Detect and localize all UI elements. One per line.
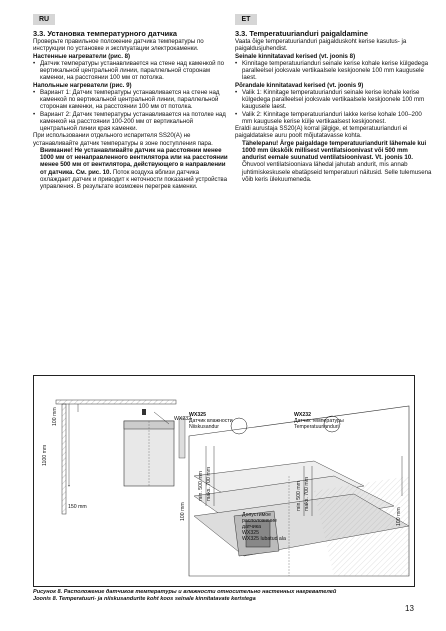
wx232-top-label: WX232	[174, 416, 192, 422]
temperature-sensor-icon	[142, 409, 146, 415]
et-floor-title: Põrandale kinnitatavad kerised (vt. joonis 9)	[235, 81, 364, 89]
max700-a: maks. 700 mm	[206, 466, 212, 501]
figure-drawing	[34, 376, 414, 586]
ru-floor-title: Напольные нагреватели (рис. 9)	[33, 81, 132, 89]
et-warning-rest: Õhuvool ventilatsiooniava lähedal jahutab andurit, mis annab juhtimiskeskusele ebatäpseid temperatuuri näitusid. Selle tulemusena võib keris ülekuumeneda.	[242, 161, 432, 183]
et-wall-title: Seinale kinnitatavad kerised (vt. joonis 8)	[235, 52, 356, 60]
max700-b: maks. 700 mm	[304, 476, 310, 511]
wx325-label: WX325	[189, 412, 207, 418]
ru-wall-title: Настенные нагреватели (рис. 8)	[33, 52, 131, 60]
ru-wall-item: • Датчик температуры устанавливается на стене над каменкой по вертикальной центральной линии, параллельной сторонам каменки, на расстоянии 100 мм от потолка.	[33, 60, 231, 82]
allowed-et: WX325 lubatud ala	[242, 536, 286, 542]
caption-ru: Рисунок 8. Расположение датчиков температуры и влажности относительно настенных нагревателей	[33, 589, 337, 595]
wx232-ru: Датчик температуры	[294, 418, 344, 424]
ru-column	[33, 29, 231, 190]
wx232-label: WX232	[294, 412, 312, 418]
allowed-ru-4: WX325	[242, 530, 260, 536]
dim-100-mid: 100 mm	[180, 502, 186, 521]
min500-a: min. 500 mm	[198, 471, 204, 501]
et-intro: Vaata õige temperatuurianduri paigalduskoht kerise kasutus- ja paigaldusjuhendist.	[235, 38, 407, 53]
dim-100-right: 100 mm	[396, 507, 402, 526]
allowed-ru-1: Допустимое	[242, 512, 272, 518]
wall-heater-detail	[56, 400, 185, 514]
ru-warning	[33, 147, 231, 191]
et-floor-item-2: • Valik 2: Kinnitage temperatuurianduri lakke kerise kohale 100–200 mm kaugusele kerise külje vertikaalsest keskjoonest.	[235, 111, 433, 126]
et-wall-item: • Kinnitage temperatuurianduri seinale kerise kohale kerise külgedega paralleelsel jooksvale vertikaalsele keskjoonele 100 mm kaugusele laest.	[235, 60, 433, 82]
wx325-et: Niiskusandur	[189, 424, 219, 430]
ru-separate-note: При использовании отдельного испарителя SS20(A) не устанавливайте датчик температуры в зоне поступления пара.	[33, 132, 213, 147]
dim-1100: 1100 mm	[42, 444, 48, 466]
et-separate-note: Eraldi aurustaja SS20(A) korral jälgige, et temperatuurianduri ei paigaldatakse auru poolt mõjutatavasse kohta.	[235, 125, 408, 140]
ru-floor-item-1: • Вариант 1: Датчик температуры устанавливается на стене над каменкой по вертикальной центральной линии, параллельной сторонам каменки, на расстоянии 100 мм от потолка.	[33, 89, 231, 111]
et-warning-bold: Tähelepanu! Ärge paigaldage temperatuuriandurit lähemale kui 1000 mm ükskõik millisest ventilatsioonivast või 500 mm andurist eemale suunatud ventilatsioonivast. Vt. joonis 10.	[242, 139, 427, 161]
dim-150: 150 mm	[68, 504, 87, 510]
ru-warning-rest: Поток воздуха вблизи датчика охлаждает датчик и приводит к неточности показаний устройства управления. В результате возможен перегрев каменки.	[40, 168, 228, 190]
allowed-ru-3: датчика	[242, 524, 262, 530]
language-tag-et: ET	[235, 14, 257, 25]
page-number: 13	[405, 604, 414, 613]
installation-figure	[33, 375, 415, 587]
dim-100-top: 100 mm	[52, 407, 58, 426]
et-heading: 3.3. Temperatuurianduri paigaldamine	[235, 29, 368, 38]
allowed-ru-2: расположение	[242, 518, 277, 524]
et-column	[235, 29, 433, 183]
ru-intro: Проверьте правильное положение датчика температуры по инструкции по установке и эксплуатации электрокаменки.	[33, 38, 204, 53]
ru-floor-item-2: • Вариант 2: Датчик температуры устанавливается на потолке над каменкой на расстоянии 100-200 мм от вертикальной центральной линии края каменки.	[33, 111, 231, 133]
caption-et: Joonis 8. Temperatuuri- ja niiskusandurite koht koos seinale kinnitatavate keristega	[33, 596, 256, 602]
et-warning	[235, 140, 433, 184]
humidity-sensor-callout-icon	[231, 418, 247, 434]
figure-caption	[33, 589, 423, 603]
ru-heading: 3.3. Установка температурного датчика	[33, 29, 177, 38]
min500-b: min. 500 mm	[296, 481, 302, 511]
et-floor-item-1: • Valik 1: Kinnitage temperatuurianduri seinale kerise kohale kerise külgedega paralleelsel jooksvale vertikaalsele keskjoonele 100 mm kaugusele laest.	[235, 89, 433, 111]
wx232-et: Temperatuurianduri	[294, 424, 339, 430]
wx325-ru: Датчик влажности	[189, 418, 233, 424]
ru-warning-bold: Внимание! Не устанавливайте датчик на расстоянии менее 1000 мм от ненаправленного вентилятора или на расстоянии менее 500 мм от вентилятора, действующего в направлении от датчика. См. рис. 10.	[40, 146, 228, 176]
language-tag-ru: RU	[33, 14, 55, 25]
